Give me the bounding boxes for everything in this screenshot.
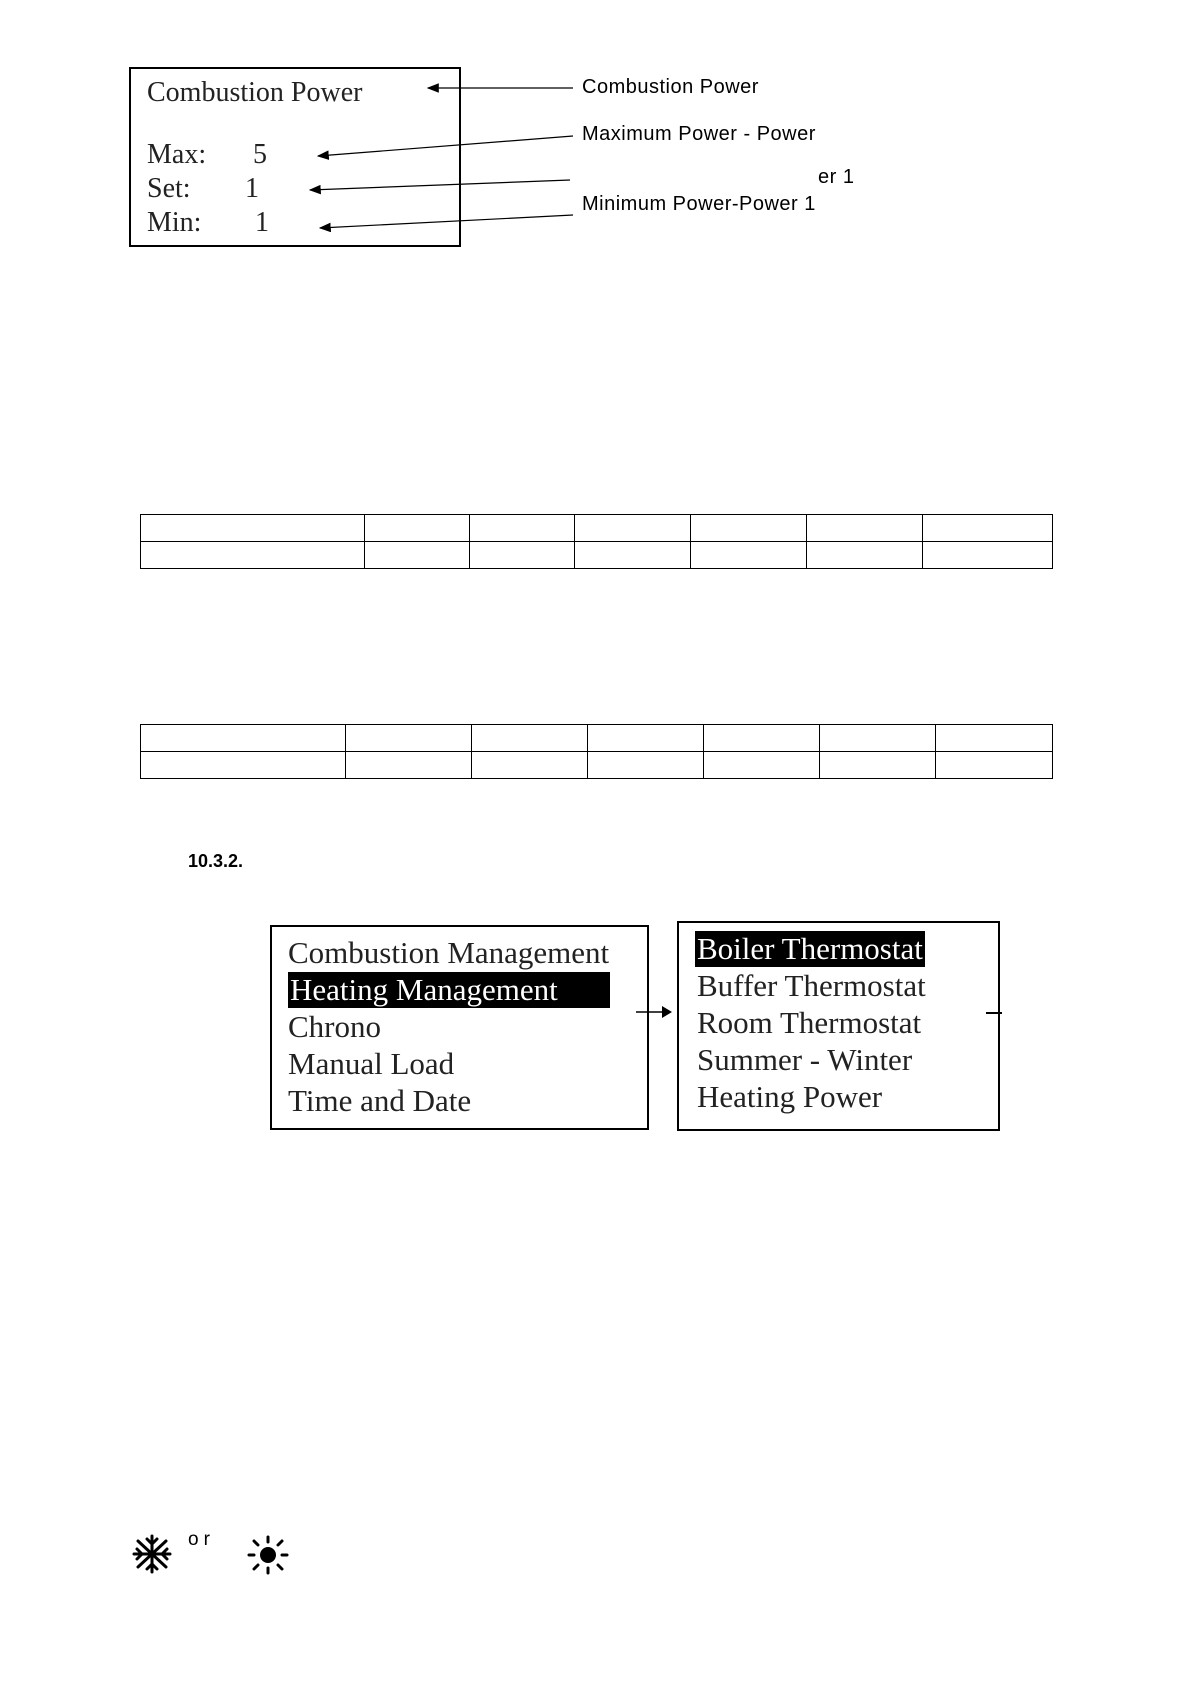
table-cell: [141, 515, 365, 542]
power-table-2: [140, 724, 1053, 779]
table-cell: [691, 542, 807, 569]
table-cell: [588, 752, 704, 779]
set-label: Set:: [147, 173, 191, 204]
table-row: [141, 752, 1053, 779]
menu-item-chrono[interactable]: Chrono: [288, 1009, 381, 1044]
table-cell: [365, 542, 470, 569]
table-cell: [472, 752, 588, 779]
table-row: [141, 515, 1053, 542]
table-cell: [704, 725, 820, 752]
menu-item-boiler-thermostat[interactable]: Boiler Thermostat: [697, 931, 923, 966]
submenu-exit-tick: [986, 1012, 1002, 1014]
menu-item-heating-power[interactable]: Heating Power: [697, 1079, 883, 1114]
callout-max: Maximum Power - Power: [582, 123, 816, 145]
table-cell: [691, 515, 807, 542]
menu-item-buffer-thermostat[interactable]: Buffer Thermostat: [697, 968, 926, 1003]
menu-connector-arrow: [636, 1000, 676, 1024]
table-cell: [820, 725, 936, 752]
table-row: [141, 542, 1053, 569]
menu-item-time-and-date[interactable]: Time and Date: [288, 1083, 472, 1118]
set-arrow: [310, 180, 570, 190]
table-cell: [141, 725, 346, 752]
table-cell: [472, 725, 588, 752]
min-label: Min:: [147, 207, 202, 238]
callout-title: Combustion Power: [582, 76, 759, 98]
table-cell: [936, 725, 1053, 752]
sun-icon: [246, 1535, 290, 1575]
max-label: Max:: [147, 139, 207, 170]
menu-item-summer-winter[interactable]: Summer - Winter: [697, 1042, 913, 1077]
table-cell: [923, 542, 1053, 569]
table-cell: [820, 752, 936, 779]
table-cell: [346, 752, 472, 779]
table-cell: [470, 542, 575, 569]
heating-submenu-display: [677, 921, 1000, 1131]
table-cell: [575, 542, 691, 569]
table-cell: [365, 515, 470, 542]
callout-set: er 1: [818, 166, 855, 188]
table-cell: [936, 752, 1053, 779]
snowflake-icon: [130, 1534, 174, 1574]
table-row: [141, 725, 1053, 752]
power-table-1: [140, 514, 1053, 569]
table-cell: [807, 515, 923, 542]
table-cell: [575, 515, 691, 542]
set-value: 1: [245, 173, 259, 204]
table-cell: [470, 515, 575, 542]
max-value: 5: [253, 139, 267, 170]
menu-item-heating-management[interactable]: Heating Management: [288, 972, 610, 1008]
callout-min: Minimum Power-Power 1: [582, 193, 816, 215]
table-cell: [141, 542, 365, 569]
display-title: Combustion Power: [147, 77, 363, 108]
table-cell: [346, 725, 472, 752]
menu-item-room-thermostat[interactable]: Room Thermostat: [697, 1005, 922, 1040]
min-value: 1: [255, 207, 269, 238]
table-cell: [588, 725, 704, 752]
callout-arrows: [0, 0, 1191, 300]
or-conjunction: or: [188, 1529, 215, 1550]
table-cell: [923, 515, 1053, 542]
max-arrow: [318, 136, 573, 156]
min-arrow: [320, 215, 573, 228]
menu-item-manual-load[interactable]: Manual Load: [288, 1046, 455, 1081]
table-cell: [704, 752, 820, 779]
table-cell: [141, 752, 346, 779]
menu-item-combustion-management[interactable]: Combustion Management: [288, 935, 610, 970]
main-menu-display: [270, 925, 649, 1130]
section-number: 10.3.2.: [188, 851, 244, 871]
table-cell: [807, 542, 923, 569]
